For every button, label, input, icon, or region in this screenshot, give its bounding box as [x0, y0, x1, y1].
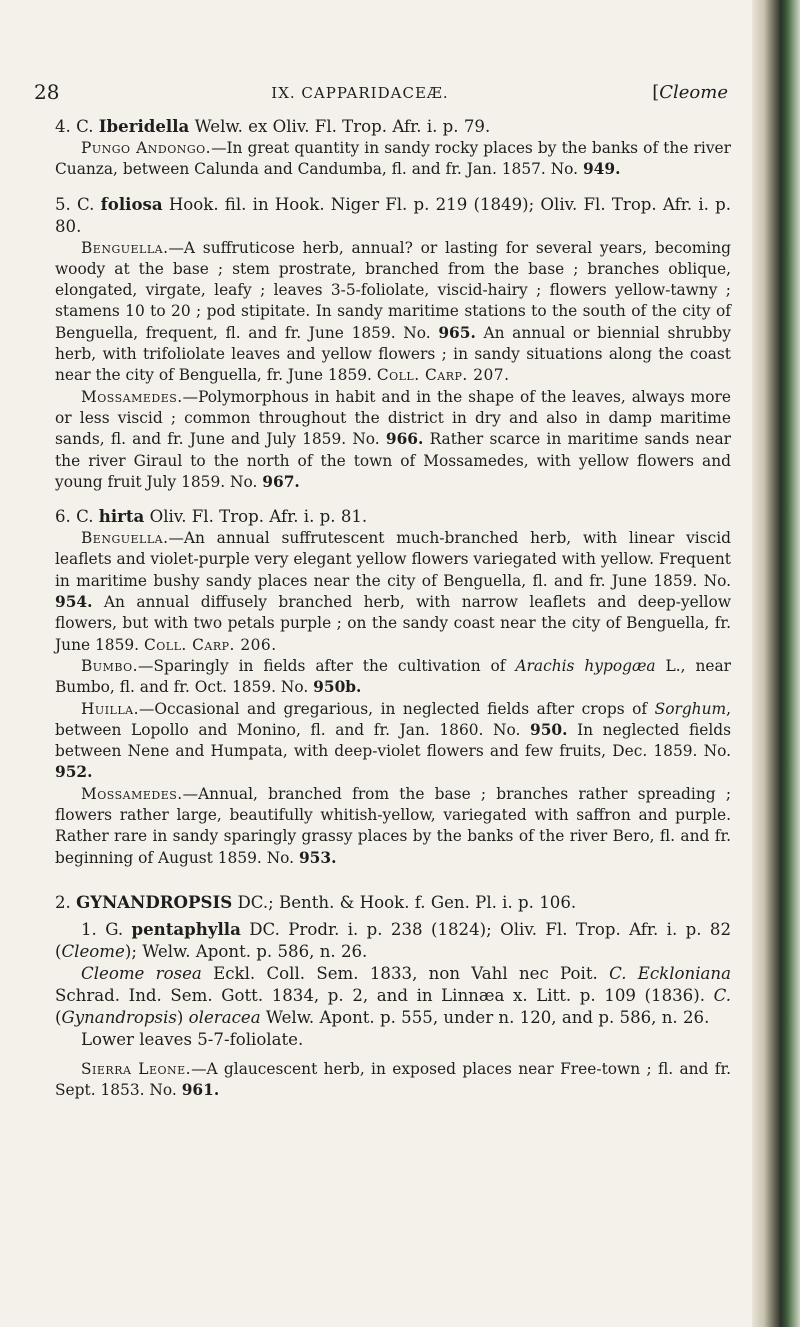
locality-paragraph: Benguella.—A suffruticose herb, annual? or lasting for several years, becoming woody at the base ; stem prostrate, branched from the base ; branches oblique, elongated, virgate, leafy ; leaves 3-5-foliolate, viscid-hairy ; flowers yellow-tawny ; stamens 10 to 20 ; pod stipitate. In sandy maritime stations to the south of the city of Benguella, frequent, fl. and fr. June 1859. No. 965. An annual or biennial shrubby herb, with trifoliolate leaves and yellow flowers ; in sandy situations along the coast near the city of Benguella, fr. June 1859. Coll. Carp. 207. — [55, 238, 731, 385]
locality-paragraph: Mossamedes.—Polymorphous in habit and in the shape of the leaves, always more or less viscid ; common throughout the district in dry and also in damp maritime sands, fl. and fr. June and July 1859. No. 966. Rather scarce in maritime sands near the river Giraul to the north of the town of Mossamedes, with yellow flowers and young fruit July 1859. No. 967. — [55, 387, 731, 491]
locality-paragraph: Bumbo.—Sparingly in fields after the cultivation of Arachis hypogæa L., near Bumbo, fl. and fr. Oct. 1859. No. 950b. — [55, 656, 732, 697]
species-heading-pentaphylla: 1. G. pentaphylla DC. Prodr. i. p. 238 (1824); Oliv. Fl. Trop. Afr. i. p. 82 (Cleome); Welw. Apont. p. 586, n. 26. — [55, 918, 731, 961]
locality-paragraph: Mossamedes.—Annual, branched from the base ; branches rather spreading ; flowers rather large, beautifully whitish-yellow, variegated with saffron and purple. Rather rare in sandy sparingly grassy places by the banks of the river Bero, fl. and fr. beginning of August 1859. No. 953. — [55, 784, 731, 867]
locality-paragraph: Pungo Andongo.—In great quantity in sandy rocky places by the banks of the river Cuanza, between Calunda and Candumba, fl. and fr. Jan. 1857. No. 949. — [55, 139, 731, 179]
species-heading-iberidella: 4. C. Iberidella Welw. ex Oliv. Fl. Trop. Afr. i. p. 79. — [55, 116, 491, 136]
species-heading-foliosa: 5. C. foliosa Hook. fil. in Hook. Niger Fl. p. 219 (1849); Oliv. Fl. Trop. Afr. i. p. 80. — [55, 193, 731, 236]
page-number: 28 — [34, 80, 60, 104]
running-title: IX. CAPPARIDACEÆ. — [271, 84, 449, 102]
synonymy-paragraph: Cleome rosea Eckl. Coll. Sem. 1833, non Vahl nec Poit. C. Eckloniana Schrad. Ind. Sem. Gott. 1834, p. 2, and in Linnæa x. Litt. p. 109 (1836). C. (Gynandropsis) oleracea Welw. Apont. p. 555, under n. 120, and p. 586, n. 26. — [55, 963, 731, 1027]
book-spine-edge — [752, 0, 800, 1327]
species-heading-hirta: 6. C. hirta Oliv. Fl. Trop. Afr. i. p. 81. — [55, 506, 368, 527]
leaves-note: Lower leaves 5-7-foliolate. — [81, 1029, 304, 1049]
running-genus: [Cleome — [652, 82, 728, 103]
running-genus-text: Cleome — [659, 82, 728, 103]
genus-heading-gynandropsis: 2. GYNANDROPSIS DC.; Benth. & Hook. f. Gen. Pl. i. p. 106. — [55, 891, 577, 912]
page-body — [55, 115, 731, 1102]
locality-paragraph: Huilla.—Occasional and gregarious, in neglected fields after crops of Sorghum, between Lopollo and Monino, fl. and fr. Jan. 1860. No. 950. In neglected fields between Nene and Humpata, with deep-violet flowers and few fruits, Dec. 1859. No. 952. — [55, 699, 731, 782]
locality-paragraph: Benguella.—An annual suffrutescent much-branched herb, with linear viscid leaflets and violet-purple very elegant yellow flowers variegated with yellow. Frequent in maritime bushy sandy places near the city of Benguella, fl. and fr. June 1859. No. 954. An annual diffusely branched herb, with narrow leaflets and deep-yellow flowers, but with two petals purple ; on the sandy coast near the city of Benguella, fr. June 1859. Coll. Carp. 206. — [55, 529, 731, 654]
locality-paragraph: Sierra Leone.—A glaucescent herb, in exposed places near Free-town ; fl. and fr. Sept. 1853. No. 961. — [55, 1059, 732, 1100]
